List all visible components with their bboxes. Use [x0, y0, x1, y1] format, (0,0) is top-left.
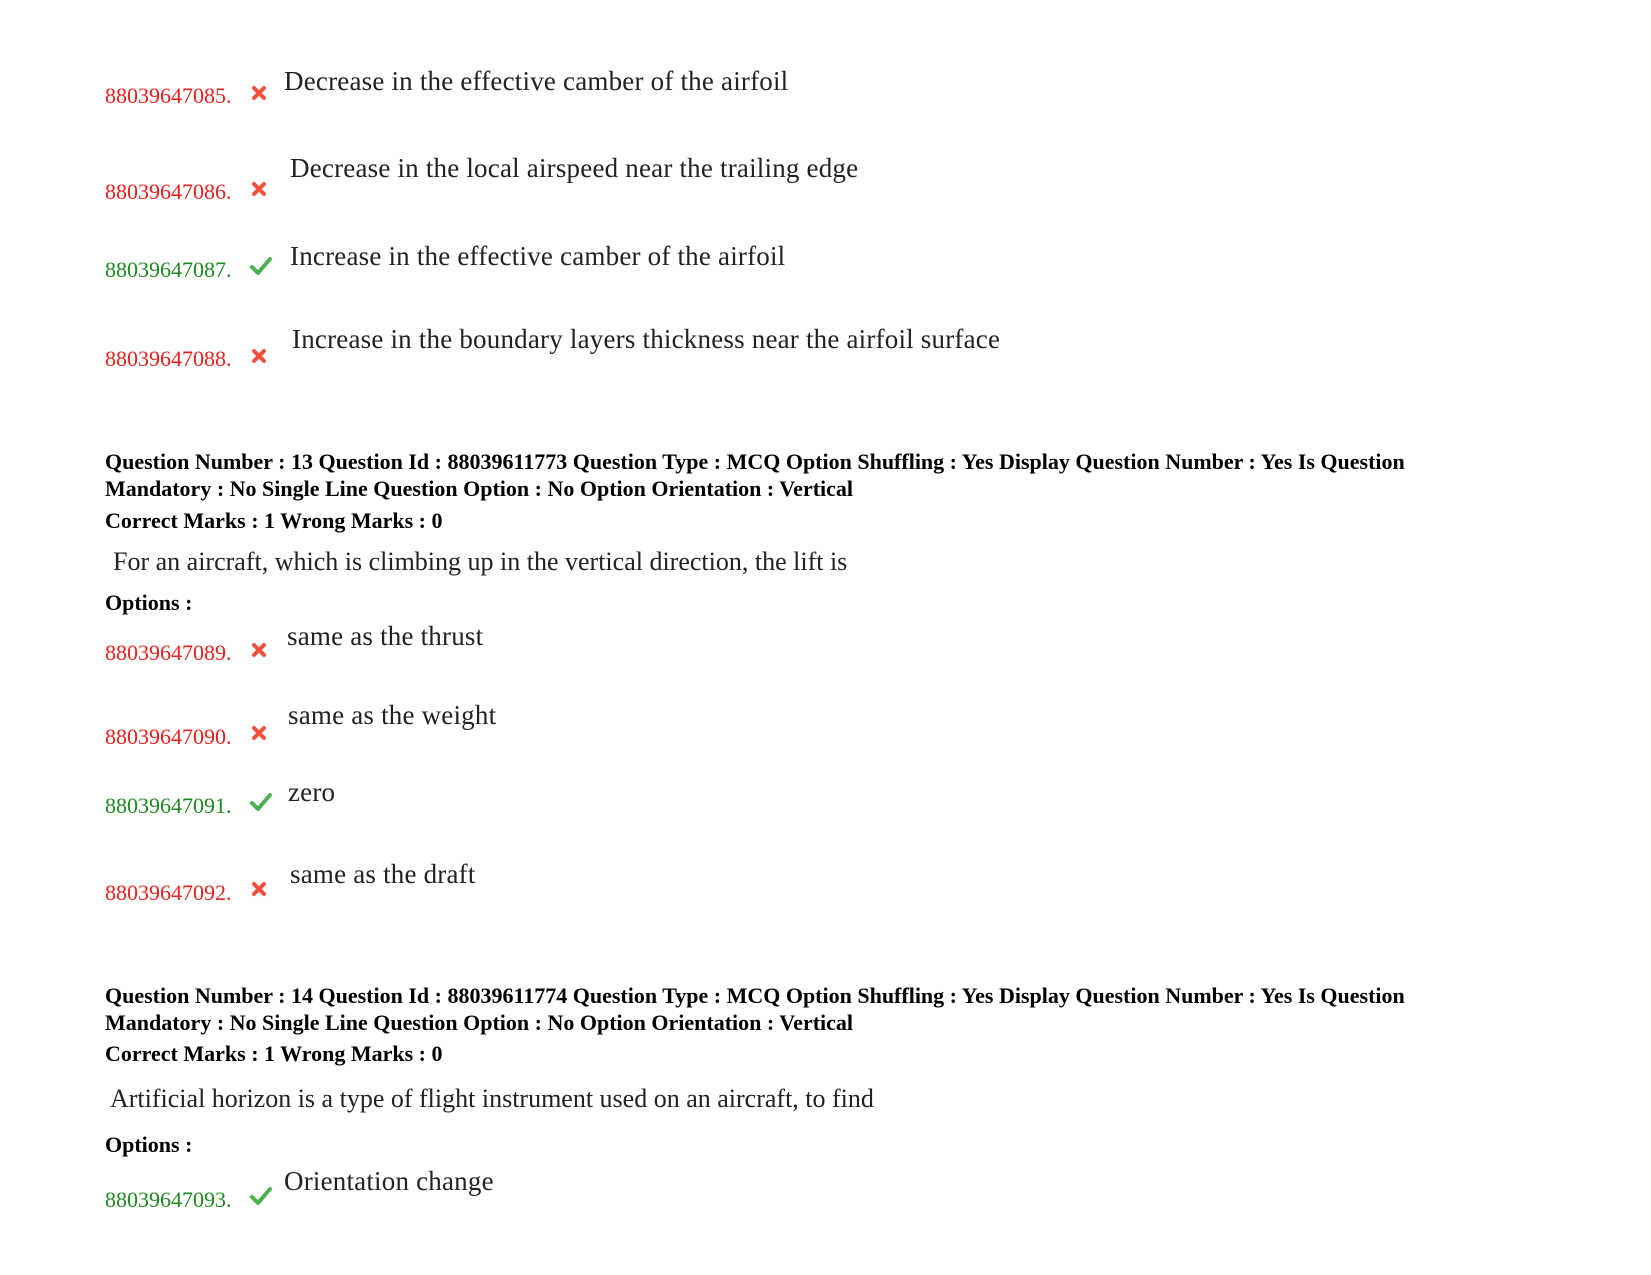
check-icon — [249, 256, 273, 276]
option-id: 88039647091. — [105, 793, 232, 818]
option-text: Decrease in the local airspeed near the trailing edge — [290, 153, 859, 183]
header-line-2: Mandatory : No Single Line Question Option : No Option Orientation : Vertical — [105, 1010, 854, 1035]
question-14-header — [105, 982, 1565, 1036]
option-id: 88039647092. — [105, 880, 232, 905]
cross-icon — [251, 181, 267, 197]
question-13-text: For an aircraft, which is climbing up in the vertical direction, the lift is — [113, 547, 848, 576]
header-line-1: Question Number : 13 Question Id : 88039611773 Question Type : MCQ Option Shuffling : Yes Display Question Number : Yes Is Question — [105, 449, 1405, 474]
option-id: 88039647087. — [105, 257, 232, 282]
cross-icon — [251, 642, 267, 658]
check-icon — [249, 792, 273, 812]
question-13-header — [105, 448, 1565, 502]
option-text: Increase in the boundary layers thickness near the airfoil surface — [292, 324, 1001, 354]
option-text: same as the draft — [290, 859, 476, 889]
options-label: Options : — [105, 590, 193, 615]
question-14-marks: Correct Marks : 1 Wrong Marks : 0 — [105, 1041, 443, 1066]
cross-icon — [251, 348, 267, 364]
option-text: Decrease in the effective camber of the airfoil — [284, 66, 789, 96]
cross-icon — [251, 881, 267, 897]
cross-icon — [251, 725, 267, 741]
option-id: 88039647089. — [105, 640, 232, 665]
option-id: 88039647086. — [105, 179, 232, 204]
option-id: 88039647085. — [105, 83, 232, 108]
option-text: same as the weight — [288, 700, 497, 730]
option-id: 88039647088. — [105, 346, 232, 371]
option-text: zero — [288, 777, 336, 807]
option-text: Increase in the effective camber of the airfoil — [290, 241, 786, 271]
option-text: Orientation change — [284, 1166, 494, 1196]
options-label: Options : — [105, 1132, 193, 1157]
header-line-1: Question Number : 14 Question Id : 88039611774 Question Type : MCQ Option Shuffling : Yes Display Question Number : Yes Is Question — [105, 983, 1405, 1008]
question-14-text: Artificial horizon is a type of flight instrument used on an aircraft, to find — [110, 1084, 874, 1113]
header-line-2: Mandatory : No Single Line Question Option : No Option Orientation : Vertical — [105, 476, 854, 501]
option-id: 88039647090. — [105, 724, 232, 749]
option-text: same as the thrust — [287, 621, 484, 651]
check-icon — [249, 1186, 273, 1206]
question-13-marks: Correct Marks : 1 Wrong Marks : 0 — [105, 508, 443, 533]
option-id: 88039647093. — [105, 1187, 232, 1212]
cross-icon — [251, 85, 267, 101]
